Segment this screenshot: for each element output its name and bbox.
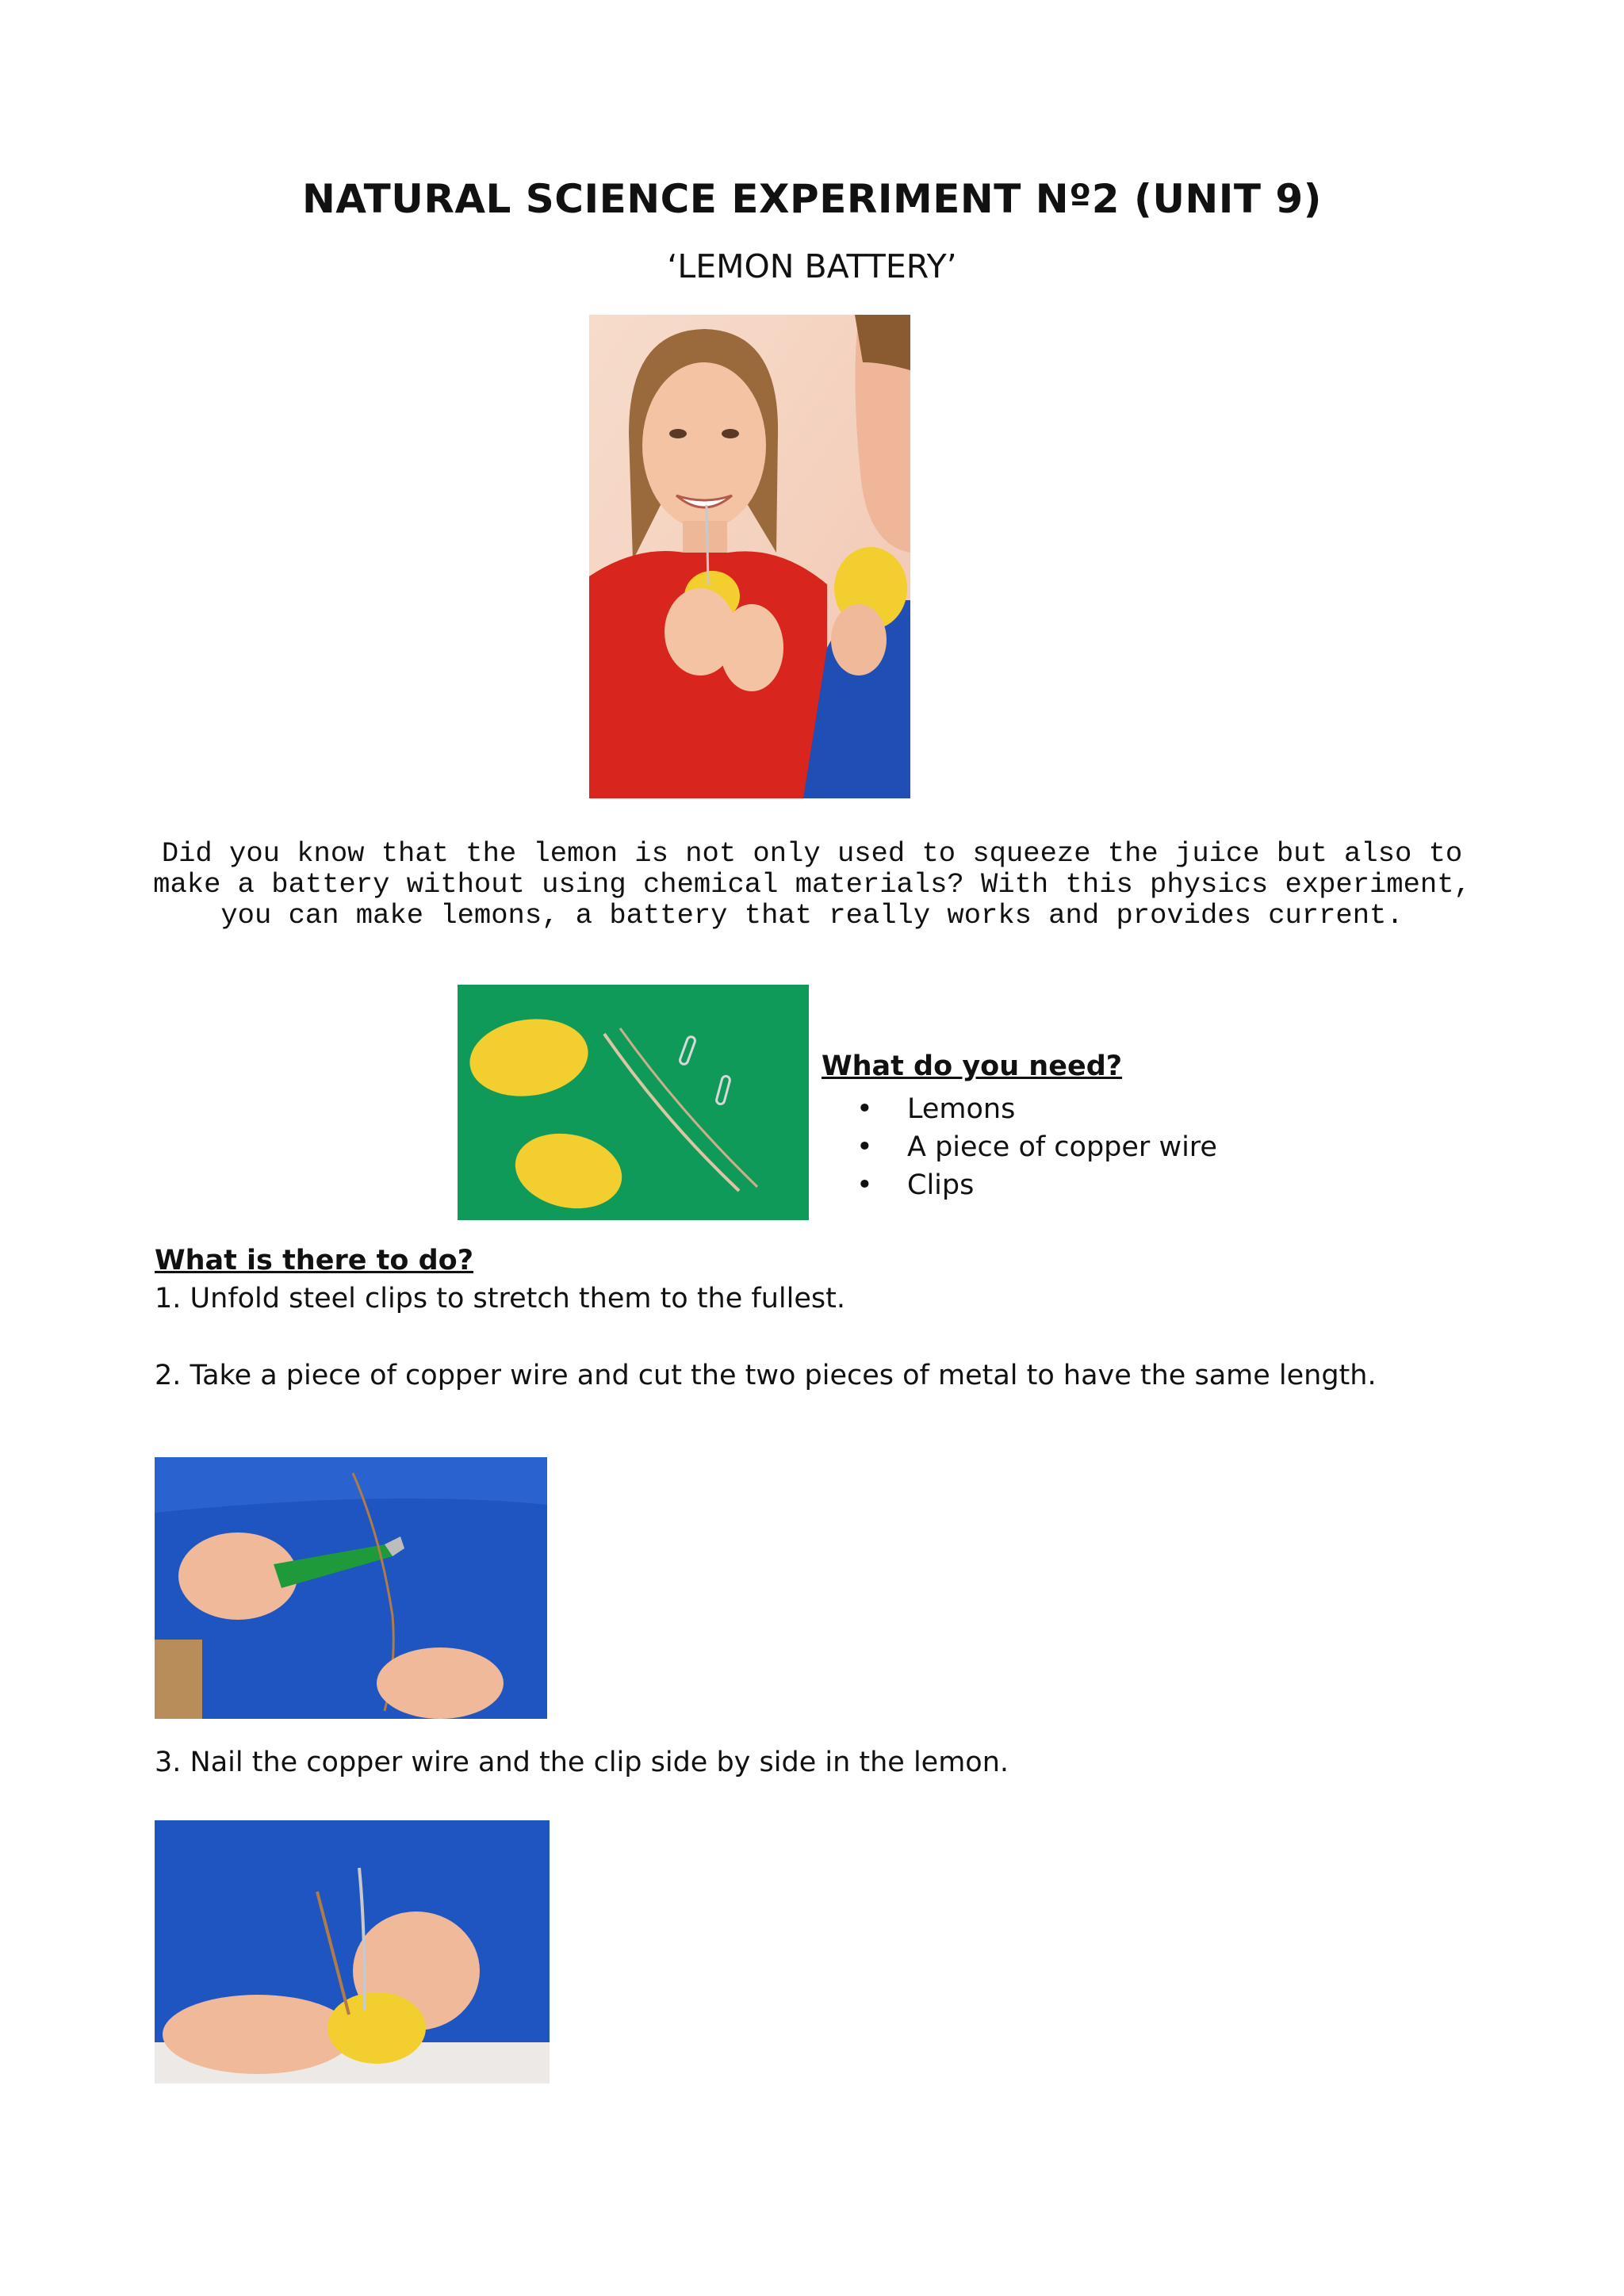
materials-photo — [458, 985, 809, 1220]
bullet-icon: • — [856, 1093, 873, 1125]
bullet-icon: • — [856, 1169, 873, 1201]
girl-with-lemon-photo — [589, 315, 910, 798]
materials-list — [822, 1090, 1217, 1204]
step-2: 2. Take a piece of copper wire and cut the two pieces of metal to have the same length. — [155, 1360, 1377, 1391]
page-subtitle: ‘LEMON BATTERY’ — [667, 247, 957, 285]
list-item: • Lemons — [822, 1090, 1217, 1128]
list-item: • A piece of copper wire — [822, 1128, 1217, 1166]
step-1: 1. Unfold steel clips to stretch them to the fullest. — [155, 1283, 845, 1314]
cutting-wire-photo — [155, 1457, 547, 1719]
what-to-do-heading: What is there to do? — [155, 1245, 474, 1276]
step-3: 3. Nail the copper wire and the clip side by side in the lemon. — [155, 1747, 1009, 1778]
what-do-you-need-heading: What do you need? — [822, 1050, 1123, 1082]
list-item: • Clips — [822, 1166, 1217, 1204]
bullet-icon: • — [856, 1131, 873, 1163]
page-title: NATURAL SCIENCE EXPERIMENT Nº2 (UNIT 9) — [301, 176, 1323, 222]
nailing-lemon-photo — [155, 1820, 550, 2084]
intro-paragraph: Did you know that the lemon is not only used to squeeze the juice but also to make a battery without using chemical materials? With this physics experiment, you can make lemons, a battery that really works and provides current. — [153, 837, 1471, 932]
